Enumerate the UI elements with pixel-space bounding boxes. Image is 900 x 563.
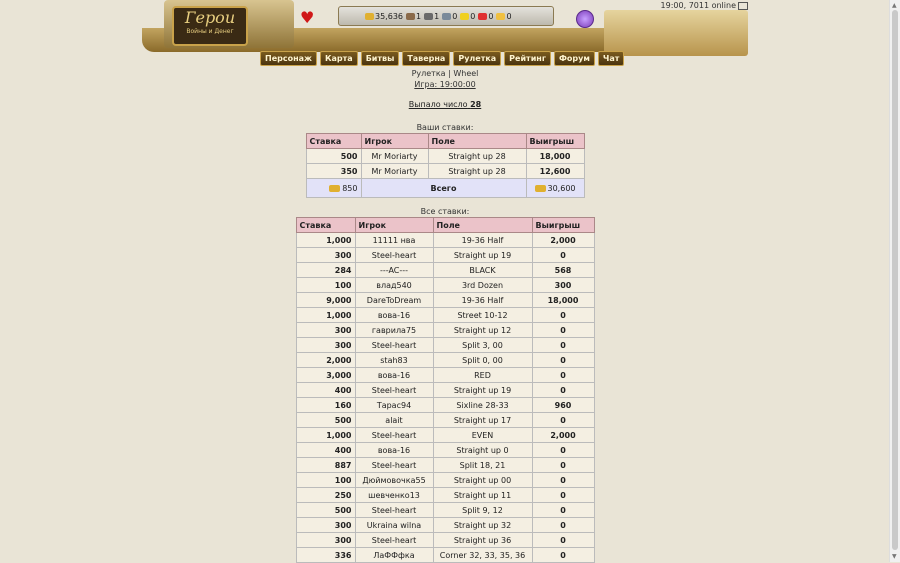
table-row bbox=[296, 458, 594, 473]
table-row bbox=[296, 473, 594, 488]
table-row bbox=[296, 503, 594, 518]
field-cell: RED bbox=[433, 368, 532, 383]
bet-cell: 350 bbox=[306, 164, 361, 179]
player-cell[interactable]: ---AC--- bbox=[355, 263, 433, 278]
health-heart-icon[interactable]: ♥ bbox=[300, 8, 315, 27]
field-cell: 3rd Dozen bbox=[433, 278, 532, 293]
sulfur-icon bbox=[460, 13, 469, 20]
win-cell: 0 bbox=[532, 473, 594, 488]
logo-subtitle: Войны и Денег bbox=[186, 28, 234, 35]
win-cell: 0 bbox=[532, 488, 594, 503]
your-bets-caption: Ваши ставки: bbox=[416, 123, 474, 132]
result-number: 28 bbox=[470, 100, 482, 109]
win-cell: 0 bbox=[532, 413, 594, 428]
field-cell: Straight up 36 bbox=[433, 533, 532, 548]
field-cell: Corner 32, 33, 35, 36 bbox=[433, 548, 532, 563]
resource-crystal: 0 bbox=[478, 12, 493, 21]
player-cell[interactable]: гаврила75 bbox=[355, 323, 433, 338]
player-cell[interactable]: Дюймовочка55 bbox=[355, 473, 433, 488]
resource-gold: 35,636 bbox=[365, 12, 403, 21]
resource-sulfur: 0 bbox=[460, 12, 475, 21]
table-row bbox=[296, 323, 594, 338]
field-cell: Straight up 28 bbox=[428, 149, 526, 164]
field-cell: BLACK bbox=[433, 263, 532, 278]
win-cell: 2,000 bbox=[532, 428, 594, 443]
nav-map[interactable]: Карта bbox=[320, 51, 358, 66]
bet-cell: 300 bbox=[296, 518, 355, 533]
win-cell: 300 bbox=[532, 278, 594, 293]
field-cell: Straight up 12 bbox=[433, 323, 532, 338]
win-cell: 0 bbox=[532, 323, 594, 338]
roulette-result[interactable] bbox=[0, 99, 890, 110]
bet-cell: 100 bbox=[296, 278, 355, 293]
result-prefix: Выпало число bbox=[408, 100, 468, 109]
field-cell: Street 10-12 bbox=[433, 308, 532, 323]
your-bets-table bbox=[306, 133, 585, 198]
player-cell[interactable]: Steel-heart bbox=[355, 503, 433, 518]
player-cell[interactable]: stah83 bbox=[355, 353, 433, 368]
player-cell[interactable]: alait bbox=[355, 413, 433, 428]
logo-title: Герои bbox=[184, 8, 236, 27]
table-row bbox=[296, 263, 594, 278]
win-cell: 0 bbox=[532, 533, 594, 548]
scroll-down-icon[interactable]: ▼ bbox=[892, 553, 897, 560]
field-cell: 19-36 Half bbox=[433, 293, 532, 308]
win-cell: 0 bbox=[532, 353, 594, 368]
main-nav bbox=[260, 51, 624, 66]
wood-icon bbox=[424, 13, 433, 20]
crystal-icon bbox=[478, 13, 487, 20]
table-row bbox=[296, 338, 594, 353]
win-cell: 2,000 bbox=[532, 233, 594, 248]
resource-gem: 0 bbox=[496, 12, 511, 21]
player-cell[interactable]: вова-16 bbox=[355, 368, 433, 383]
win-cell: 0 bbox=[532, 368, 594, 383]
win-cell: 0 bbox=[532, 308, 594, 323]
bet-cell: 1,000 bbox=[296, 428, 355, 443]
table-row bbox=[296, 278, 594, 293]
field-cell: Straight up 28 bbox=[428, 164, 526, 179]
bet-cell: 336 bbox=[296, 548, 355, 563]
player-cell[interactable]: 11111 нва bbox=[355, 233, 433, 248]
bet-cell: 300 bbox=[296, 323, 355, 338]
col-win: Выигрыш bbox=[532, 218, 594, 233]
stone-icon bbox=[442, 13, 451, 20]
bet-cell: 9,000 bbox=[296, 293, 355, 308]
table-header-row bbox=[306, 134, 584, 149]
bet-cell: 3,000 bbox=[296, 368, 355, 383]
win-cell: 0 bbox=[532, 338, 594, 353]
nav-battles[interactable]: Битвы bbox=[361, 51, 400, 66]
bet-cell: 300 bbox=[296, 338, 355, 353]
field-cell: Split 9, 12 bbox=[433, 503, 532, 518]
player-cell[interactable]: Steel-heart bbox=[355, 338, 433, 353]
table-row bbox=[296, 428, 594, 443]
win-cell: 960 bbox=[532, 398, 594, 413]
breadcrumb: Рулетка | Wheel bbox=[411, 69, 479, 78]
bet-cell: 300 bbox=[296, 533, 355, 548]
all-bets-body bbox=[296, 233, 594, 563]
player-cell[interactable]: Ukraina wilna bbox=[355, 518, 433, 533]
total-row bbox=[306, 179, 584, 198]
win-cell: 12,600 bbox=[526, 164, 584, 179]
player-cell[interactable]: Steel-heart bbox=[355, 428, 433, 443]
bet-cell: 500 bbox=[306, 149, 361, 164]
table-header-row bbox=[296, 218, 594, 233]
player-cell[interactable]: ЛаФФфка bbox=[355, 548, 433, 563]
win-cell: 0 bbox=[532, 248, 594, 263]
field-cell: Split 18, 21 bbox=[433, 458, 532, 473]
scrollbar-thumb[interactable] bbox=[892, 10, 898, 550]
player-cell[interactable]: Mr Moriarty bbox=[361, 164, 428, 179]
bet-cell: 100 bbox=[296, 473, 355, 488]
table-row bbox=[296, 533, 594, 548]
gem-icon bbox=[496, 13, 505, 20]
table-row bbox=[296, 293, 594, 308]
bet-cell: 300 bbox=[296, 248, 355, 263]
col-bet: Ставка bbox=[296, 218, 355, 233]
total-win-cell: 30,600 bbox=[526, 179, 584, 198]
field-cell: Straight up 0 bbox=[433, 443, 532, 458]
gold-icon bbox=[535, 185, 546, 192]
bet-cell: 400 bbox=[296, 443, 355, 458]
mana-orb-icon[interactable] bbox=[576, 10, 594, 28]
field-cell: Straight up 19 bbox=[433, 383, 532, 398]
bet-cell: 1,000 bbox=[296, 308, 355, 323]
table-row bbox=[296, 308, 594, 323]
table-row bbox=[296, 413, 594, 428]
gold-icon bbox=[365, 13, 374, 20]
header-castle-art bbox=[604, 10, 748, 56]
resource-ore: 1 bbox=[406, 12, 421, 21]
field-cell: Split 3, 00 bbox=[433, 338, 532, 353]
game-link[interactable]: Игра: 19:00:00 bbox=[414, 80, 476, 89]
col-player: Игрок bbox=[355, 218, 433, 233]
player-cell[interactable]: Mr Moriarty bbox=[361, 149, 428, 164]
field-cell: Straight up 11 bbox=[433, 488, 532, 503]
table-row bbox=[296, 398, 594, 413]
table-row bbox=[296, 353, 594, 368]
table-row bbox=[296, 368, 594, 383]
table-row bbox=[296, 548, 594, 563]
table-row bbox=[296, 233, 594, 248]
player-cell[interactable]: вова-16 bbox=[355, 308, 433, 323]
player-cell[interactable]: вова-16 bbox=[355, 443, 433, 458]
player-cell[interactable]: Steel-heart bbox=[355, 533, 433, 548]
player-cell[interactable]: Steel-heart bbox=[355, 458, 433, 473]
bet-cell: 500 bbox=[296, 413, 355, 428]
nav-roulette[interactable]: Рулетка bbox=[453, 51, 501, 66]
bet-cell: 887 bbox=[296, 458, 355, 473]
win-cell: 0 bbox=[532, 518, 594, 533]
nav-chat[interactable]: Чат bbox=[598, 51, 625, 66]
bet-cell: 500 bbox=[296, 503, 355, 518]
player-cell[interactable]: Steel-heart bbox=[355, 248, 433, 263]
nav-forum[interactable]: Форум bbox=[554, 51, 595, 66]
field-cell: Sixline 28-33 bbox=[433, 398, 532, 413]
win-cell: 0 bbox=[532, 458, 594, 473]
table-row bbox=[296, 488, 594, 503]
col-bet: Ставка bbox=[306, 134, 361, 149]
all-bets-table bbox=[296, 217, 595, 563]
main-content bbox=[0, 68, 890, 563]
total-bet-cell: 850 bbox=[306, 179, 361, 198]
win-cell: 18,000 bbox=[526, 149, 584, 164]
field-cell: Split 0, 00 bbox=[433, 353, 532, 368]
bet-cell: 160 bbox=[296, 398, 355, 413]
total-label: Всего bbox=[361, 179, 526, 198]
nav-tavern[interactable]: Таверна bbox=[402, 51, 450, 66]
ore-icon bbox=[406, 13, 415, 20]
field-cell: Straight up 00 bbox=[433, 473, 532, 488]
field-cell: Straight up 17 bbox=[433, 413, 532, 428]
table-row bbox=[296, 443, 594, 458]
player-cell[interactable]: DareToDream bbox=[355, 293, 433, 308]
win-cell: 0 bbox=[532, 548, 594, 563]
player-cell[interactable]: Steel-heart bbox=[355, 383, 433, 398]
nav-rating[interactable]: Рейтинг bbox=[504, 51, 551, 66]
bet-cell: 284 bbox=[296, 263, 355, 278]
table-row bbox=[306, 149, 584, 164]
scroll-up-icon[interactable]: ▲ bbox=[892, 2, 897, 9]
bet-cell: 1,000 bbox=[296, 233, 355, 248]
table-row bbox=[296, 518, 594, 533]
win-cell: 18,000 bbox=[532, 293, 594, 308]
bet-cell: 400 bbox=[296, 383, 355, 398]
win-cell: 0 bbox=[532, 443, 594, 458]
all-bets-caption: Все ставки: bbox=[420, 207, 470, 216]
table-row bbox=[306, 164, 584, 179]
col-win: Выигрыш bbox=[526, 134, 584, 149]
gold-icon bbox=[329, 185, 340, 192]
resource-stone: 0 bbox=[442, 12, 457, 21]
game-logo[interactable] bbox=[172, 6, 248, 46]
nav-character[interactable]: Персонаж bbox=[260, 51, 317, 66]
table-row bbox=[296, 383, 594, 398]
player-cell[interactable]: влад540 bbox=[355, 278, 433, 293]
win-cell: 568 bbox=[532, 263, 594, 278]
col-player: Игрок bbox=[361, 134, 428, 149]
game-header bbox=[142, 0, 748, 66]
bet-cell: 2,000 bbox=[296, 353, 355, 368]
win-cell: 0 bbox=[532, 503, 594, 518]
player-cell[interactable]: Тарас94 bbox=[355, 398, 433, 413]
win-cell: 0 bbox=[532, 383, 594, 398]
field-cell: 19-36 Half bbox=[433, 233, 532, 248]
player-cell[interactable]: шевченко13 bbox=[355, 488, 433, 503]
bet-cell: 250 bbox=[296, 488, 355, 503]
scrollbar[interactable] bbox=[889, 0, 900, 562]
field-cell: EVEN bbox=[433, 428, 532, 443]
resource-wood: 1 bbox=[424, 12, 439, 21]
field-cell: Straight up 19 bbox=[433, 248, 532, 263]
table-row bbox=[296, 248, 594, 263]
resource-bar bbox=[338, 6, 554, 26]
status-text: 19:00, 7011 online bbox=[660, 1, 736, 10]
col-field: Поле bbox=[428, 134, 526, 149]
field-cell: Straight up 32 bbox=[433, 518, 532, 533]
col-field: Поле bbox=[433, 218, 532, 233]
